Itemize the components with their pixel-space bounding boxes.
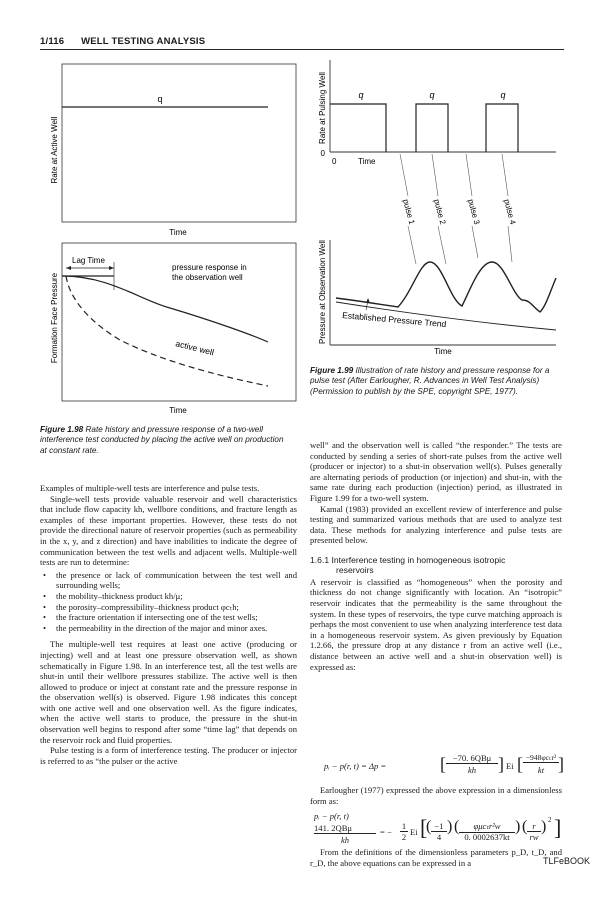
eq1-bracket-r2: ] (558, 754, 564, 774)
list-item: • the presence or lack of communication between the test well and surrounding wells; (40, 570, 297, 591)
eq1-bracket-l2: [ (517, 754, 523, 774)
equation-1 (318, 753, 564, 779)
fig99-pulse4-leader-b (508, 226, 512, 262)
fig98-top-ylabel: Rate at Active Well (50, 116, 59, 184)
eq2-f2-n: φμcₜr²w (459, 821, 515, 833)
left-para-4: Pulse testing is a form of interference testing. The producer or injector is referred to as “the pulser or the active (40, 745, 297, 766)
fig98-resp-line1: pressure response in (172, 263, 247, 272)
right-column (310, 440, 562, 672)
fig99-trend-arrow (366, 300, 368, 310)
eq2-f1-d: 4 (436, 832, 442, 842)
fig98-caption-label: Figure 1.98 (40, 425, 84, 434)
right-para-1: well” and the observation well is called “the responder.” The tests are conducted by sending a series of short-rate pulses from the active well (producer or injector) to a shut-in observation well(s). Pulses generally are alternating periods of production (or injection) and shut-in, with the same rate during each production (injection) period, as illustrated in Figure 1.99 for a two-well system. (310, 440, 562, 503)
fig98-lag-arrowhead-left (66, 266, 71, 270)
left-para-3: The multiple-well test requires at least one active (producing or injecting) well and at least one pressure observation well, as shown schematically in Figure 1.98. In an interference test, all the test wells are shut-in until their wellbore pressures stabilize. The active well is then allowed to produce or inject at constant rate and the pressure response in the observation well(s) is observed. Figure 1.98 indicates this concept with one active well and one observation well. As the figure indicates, when the active well starts to produce, the pressure in the shut-in observation well begins to respond after some “time lag” that depends on the reservoir rock and fluid properties. (40, 639, 297, 745)
fig99-trend-arrowhead (366, 298, 370, 303)
fig99-q3: q (500, 90, 506, 100)
fig99-pulse1-leader (400, 154, 408, 196)
eq2-paren3-l: ( (522, 818, 528, 835)
fig99-caption-text: Illustration of rate history and pressure response for a pulse test (After Earlougher, R. Advances in Well Test Analysis) (Permission to publish by the SPE, copyright SPE, 1977). (310, 366, 550, 396)
footer-watermark: TLFeBOOK (542, 856, 590, 866)
eq2-f3-d: rw (529, 832, 539, 842)
list-item: • the mobility–thickness product kh/μ; (40, 591, 297, 602)
section-heading-line1: 1.6.1 Interference testing in homogeneous isotropic (310, 554, 506, 565)
eq1-bracket-l1: [ (440, 754, 446, 774)
fig98-observation-curve (62, 276, 268, 342)
right-para-4-wrap (310, 785, 562, 806)
eq2-paren1-r: ) (447, 818, 453, 835)
fig99-caption (310, 366, 560, 397)
list-item: • the permeability in the direction of the major and minor axes. (40, 623, 297, 634)
right-para-3: A reservoir is classified as “homogeneous” when the porosity and thickness do not change significantly with location. An “isotropic” reservoir indicates that the permeability is the same throughout the system. In these types of reservoirs, the type curve matching approach is perhaps the most convenient to use when analyzing interference test data in a homogeneous reservoir system. As given previously by Equation 1.2.66, the pressure drop at any distance r from an active well (i.e., distance between an active well and a shut-in observation well) is expressed as: (310, 576, 562, 672)
fig99-zero-y: 0 (320, 149, 325, 158)
eq2-paren2-l: ( (454, 818, 460, 835)
fig99-pulse3-leader (466, 154, 472, 196)
fig99-q2: q (429, 90, 435, 100)
fig99-top-xlabel: Time (358, 157, 376, 166)
fig98-active-label: active well (174, 338, 215, 358)
page-number: 1/116 (40, 36, 65, 47)
section-heading (310, 555, 562, 576)
fig99-pulse1-leader-b (408, 226, 416, 264)
left-column (40, 483, 297, 766)
eq2-paren1-l: ( (426, 818, 432, 835)
fig98-lag-label: Lag Time (72, 256, 105, 265)
fig98-bottom-xlabel: Time (169, 406, 187, 415)
fig98-lag-arrowhead-right (109, 266, 114, 270)
list-item: • the fracture orientation if intersecting one of the test wells; (40, 612, 297, 623)
eq1-ei: Ei (506, 761, 514, 771)
header-rule (40, 49, 564, 50)
running-header (40, 36, 219, 47)
eq2-exp: 2 (548, 816, 552, 824)
eq2-num-b: 141. 2QBμ (314, 823, 376, 834)
fig99-pulse3-label: pulse 3 (466, 198, 482, 226)
fig99-pulse3-leader-b (472, 226, 478, 258)
fig99-zero-x: 0 (332, 157, 337, 166)
section-heading-line2: reservoirs (336, 565, 374, 576)
fig98-bottom-frame (62, 243, 296, 401)
eq2-paren2-r: ) (515, 818, 521, 835)
fig98-caption-text: Rate history and pressure response of a two-well interference test conducted by placing the active well on production at constant rate. (40, 425, 284, 455)
eq2-ei: Ei (410, 827, 418, 837)
fig98-top-frame (62, 64, 296, 222)
list-item: • the porosity–compressibility–thickness product φcₜh; (40, 602, 297, 613)
fig98-q-label: q (157, 94, 163, 104)
fig98-resp-line2: the observation well (172, 273, 243, 282)
eq1-lhs: pᵢ − p(r, t) = Δp = (324, 761, 387, 771)
eq2-bracket-l: [ (420, 815, 428, 840)
fig99-pulse2-leader-b (438, 226, 446, 264)
fig99-bottom-xlabel: Time (434, 347, 452, 356)
determine-list (40, 570, 297, 634)
eq2-num-a: pᵢ − p(r, t) (314, 811, 349, 821)
eq1-den1: kh (467, 765, 477, 775)
fig98-caption (40, 425, 290, 456)
fig99-q1: q (358, 90, 364, 100)
equation-2 (314, 811, 564, 845)
fig98-active-curve (66, 276, 268, 386)
eq2-f3-n: r (527, 821, 541, 832)
right-para-5: From the definitions of the dimensionless parameters p_D, t_D, and r_D, the above equations can be expressed in a (310, 847, 562, 868)
eq2-f2-d: 0. 0002637kt (464, 832, 510, 842)
fig99-pulse-train (330, 104, 518, 152)
fig99-pressure-curve (336, 262, 556, 312)
eq2-half-d: 2 (401, 832, 407, 842)
fig98-top-xlabel: Time (169, 228, 187, 237)
fig99-pulse1-label: pulse 1 (401, 198, 417, 226)
eq1-den2: kt (537, 765, 545, 775)
fig99-bottom-ylabel: Pressure at Observation Well (318, 240, 327, 344)
eq2-den: kh (340, 835, 350, 845)
running-title: WELL TESTING ANALYSIS (81, 36, 206, 47)
eq2-eq: = − (380, 827, 392, 837)
fig99-trend-line (336, 302, 556, 330)
right-para-4: Earlougher (1977) expressed the above expression in a dimensionless form as: (310, 785, 562, 806)
eq1-num2: −948φcₜr² (523, 753, 559, 763)
fig99-pulse4-leader (502, 154, 508, 196)
eq2-bracket-r: ] (554, 815, 562, 840)
fig99-trend-label: Established Pressure Trend (341, 310, 447, 330)
eq2-half-n: 1 (401, 821, 407, 831)
right-para-5-wrap (310, 847, 562, 868)
left-para-1: Examples of multiple-well tests are interference and pulse tests. (40, 483, 260, 493)
fig98-bottom-ylabel: Formation Face Pressure (50, 272, 59, 364)
eq1-bracket-r1: ] (498, 754, 504, 774)
eq2-paren3-r: ) (541, 818, 547, 835)
right-para-2: Kamal (1983) provided an excellent review of interference and pulse testing and summarized various methods that are used to analyze test data. These methods for analyzing interference and pulse tests are presented below. (310, 503, 562, 546)
fig99-pulse2-leader (432, 154, 438, 196)
left-para-2: Single-well tests provide valuable reservoir and well characteristics that include flow capacity kh, wellbore conditions, and fracture length as examples of these important properties. However, these tests do not provide the directional nature of reservoir properties (such as permeability in the x, y, and z direction) and have inabilities to indicate the degree of communication between the test wells and adjacent wells. Multiple-well tests are run to determine: (40, 493, 297, 568)
fig99-caption-label: Figure 1.99 (310, 366, 354, 375)
fig99-pulse4-label: pulse 4 (502, 198, 518, 226)
fig99-pulse2-label: pulse 2 (432, 198, 448, 226)
fig99-top-ylabel: Rate at Pulsing Well (318, 72, 327, 144)
eq1-num1: −70. 6QBμ (446, 753, 498, 764)
eq2-f1-n: −1 (431, 821, 447, 832)
